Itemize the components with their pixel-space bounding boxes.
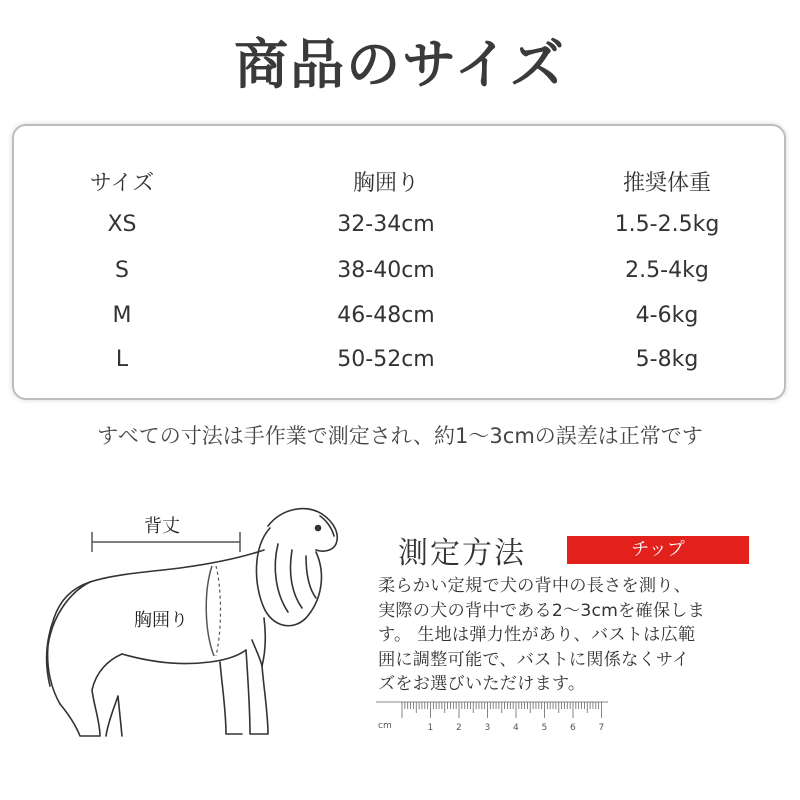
description-line: 柔らかい定規で犬の背中の長さを測り、 [378, 576, 691, 596]
table-row [14, 303, 784, 343]
weight-cell: 5-8kg [635, 347, 699, 372]
chest-cell: 50-52cm [337, 347, 435, 372]
tip-badge: チップ [567, 536, 749, 564]
weight-cell: 2.5-4kg [625, 258, 709, 283]
ruler-number: 1 [427, 723, 434, 733]
weight-cell: 4-6kg [635, 303, 699, 328]
description-line: ズをお選びいただけます。 [378, 674, 586, 694]
measurement-error-note: すべての寸法は手作業で測定され、約1～3cmの誤差は正常です [97, 424, 703, 448]
table-row [14, 258, 784, 298]
ruler-unit: cm [378, 721, 392, 731]
size-cell: XS [107, 212, 137, 237]
table-row [14, 347, 784, 387]
description-line: す。 生地は弾力性があり、バストは広範 [378, 625, 696, 645]
ruler-number: 7 [598, 723, 605, 733]
header-chest: 胸囲り [352, 171, 420, 196]
size-cell: M [112, 303, 132, 328]
table-header-row [14, 166, 784, 206]
chest-cell: 46-48cm [337, 303, 435, 328]
page-title: 商品のサイズ [234, 33, 566, 96]
size-cell: L [115, 347, 129, 372]
header-size: サイズ [89, 171, 155, 196]
ruler-number: 4 [513, 723, 519, 733]
dog-illustration-icon [30, 490, 360, 750]
dog-measurement-diagram [30, 490, 360, 750]
chest-girth-label: 胸囲り [134, 610, 188, 631]
ruler-icon [376, 700, 608, 734]
ruler-number: 2 [456, 723, 462, 733]
table-row [14, 212, 784, 252]
size-cell: S [115, 258, 129, 283]
ruler-number: 5 [541, 723, 548, 733]
measurement-description [378, 574, 778, 697]
back-length-label: 背丈 [144, 516, 180, 537]
weight-cell: 1.5-2.5kg [614, 212, 720, 237]
measurement-method-title: 測定方法 [398, 536, 526, 571]
description-line: 実際の犬の背中である2～3cmを確保しま [378, 600, 706, 621]
chest-cell: 38-40cm [337, 258, 435, 283]
ruler-number: 6 [570, 723, 576, 733]
size-table [12, 124, 786, 400]
description-line: 囲に調整可能で、バストに関係なくサイ [378, 649, 690, 670]
chest-cell: 32-34cm [337, 212, 435, 237]
ruler-number: 3 [484, 723, 491, 733]
ruler [376, 700, 608, 734]
header-weight: 推奨体重 [622, 171, 712, 196]
